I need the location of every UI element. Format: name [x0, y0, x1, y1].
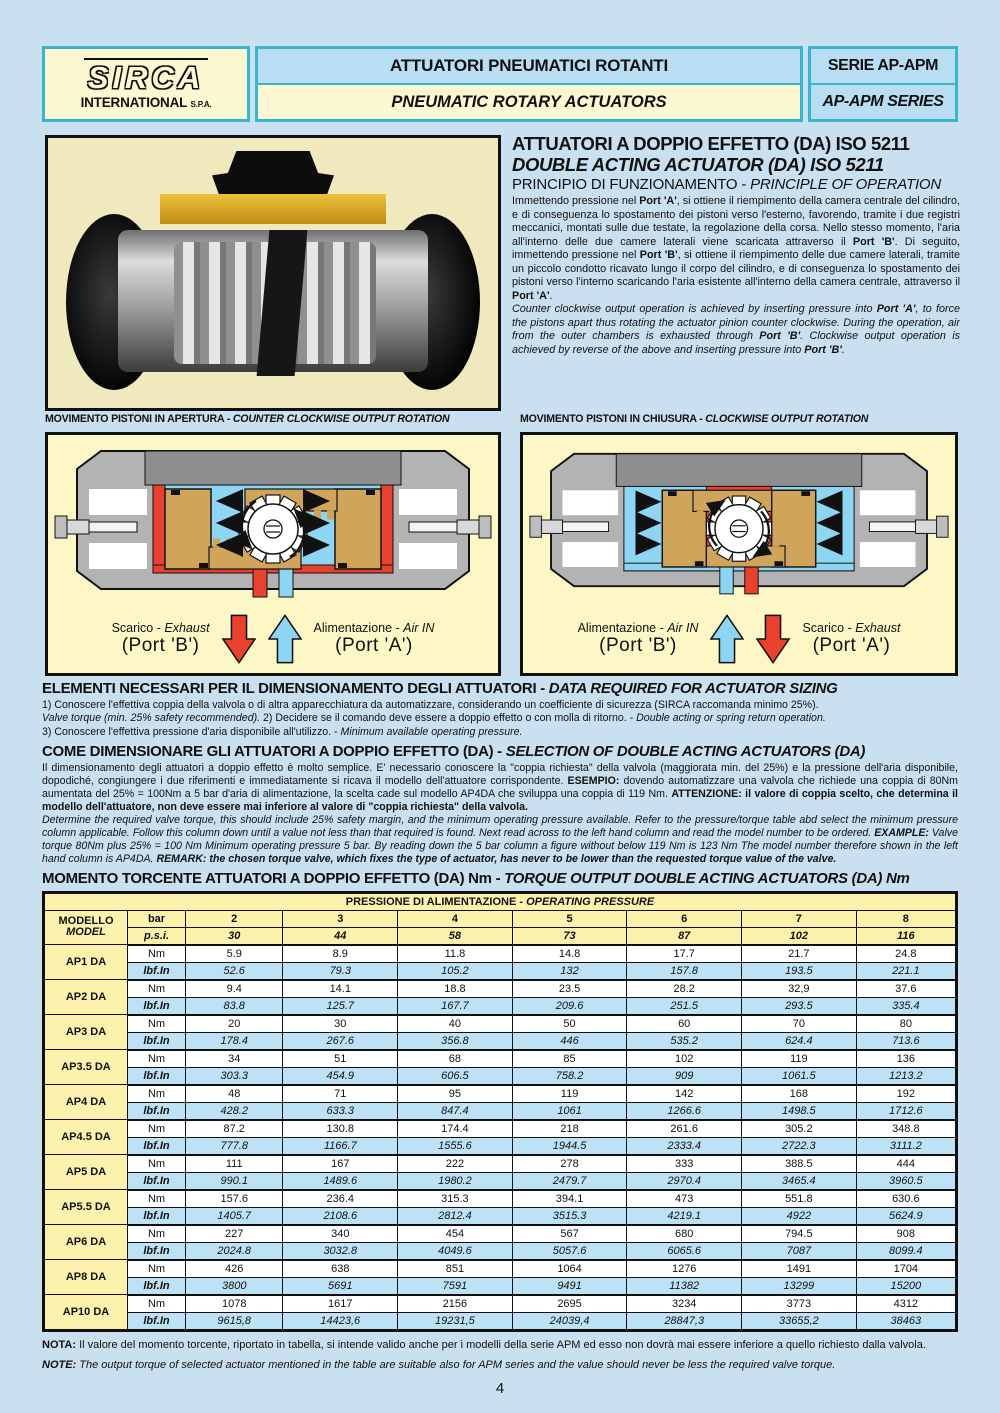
- lbf-value-cell: 83.8: [186, 997, 283, 1015]
- model-cell: AP4.5 DA: [44, 1120, 128, 1155]
- nm-unit-cell: Nm: [128, 1225, 186, 1243]
- lbf-value-cell: 33655,2: [742, 1312, 857, 1330]
- lbf-value-cell: 3465.4: [742, 1172, 857, 1190]
- exhaust-arrow-down-icon: [756, 613, 790, 665]
- lbf-value-cell: 428.2: [186, 1102, 283, 1120]
- lbf-value-cell: 13299: [742, 1277, 857, 1295]
- closing-cross-section-diagram: [520, 432, 958, 676]
- lbf-value-cell: 7087: [742, 1242, 857, 1260]
- model-nm-row: [44, 1050, 957, 1068]
- model-nm-row: [44, 1085, 957, 1103]
- nm-value-cell: 315.3: [398, 1190, 513, 1208]
- model-lbf-row: [44, 1172, 957, 1190]
- nm-value-cell: 794.5: [742, 1225, 857, 1243]
- model-cell: AP8 DA: [44, 1260, 128, 1295]
- lbf-value-cell: 1166.7: [283, 1137, 398, 1155]
- nm-value-cell: 30: [283, 1015, 398, 1033]
- lbf-value-cell: 4049.6: [398, 1242, 513, 1260]
- model-nm-row: [44, 980, 957, 998]
- nm-value-cell: 2156: [398, 1295, 513, 1313]
- model-lbf-row: [44, 1207, 957, 1225]
- lbf-unit-cell: lbf.In: [128, 1032, 186, 1050]
- psi-value-cell: 87: [627, 927, 742, 945]
- model-cell: AP5 DA: [44, 1155, 128, 1190]
- lbf-value-cell: 847.4: [398, 1102, 513, 1120]
- document-title-italian: ATTUATORI PNEUMATICI ROTANTI: [258, 49, 800, 83]
- nm-value-cell: 1704: [856, 1260, 956, 1278]
- lbf-value-cell: 28847,3: [627, 1312, 742, 1330]
- air-in-arrow-up-icon: [710, 613, 744, 665]
- lbf-unit-cell: lbf.In: [128, 1067, 186, 1085]
- lbf-value-cell: 606.5: [398, 1067, 513, 1085]
- lbf-value-cell: 209.6: [512, 997, 627, 1015]
- model-nm-row: [44, 1190, 957, 1208]
- lbf-value-cell: 5057.6: [512, 1242, 627, 1260]
- lbf-value-cell: 1555.6: [398, 1137, 513, 1155]
- model-lbf-row: [44, 1067, 957, 1085]
- left-diagram-caption: MOVIMENTO PISTONI IN APERTURA - COUNTER CLOCKWISE OUTPUT ROTATION: [45, 413, 450, 425]
- sirca-logo: [42, 46, 250, 122]
- psi-value-cell: 58: [398, 927, 513, 945]
- lbf-value-cell: 3515.3: [512, 1207, 627, 1225]
- lbf-value-cell: 5691: [283, 1277, 398, 1295]
- lbf-value-cell: 535.2: [627, 1032, 742, 1050]
- lbf-value-cell: 2333.4: [627, 1137, 742, 1155]
- elements-line-2: Valve torque (min. 25% safety recommended). 2) Decidere se il comando deve essere a doppio effetto o con molla di ritorno. - Double acting or spring return operation.: [42, 712, 826, 725]
- nm-value-cell: 388.5: [742, 1155, 857, 1173]
- left-diagram-port-labels: [48, 613, 498, 665]
- nm-value-cell: 5.9: [186, 945, 283, 963]
- model-lbf-row: [44, 997, 957, 1015]
- opening-cross-section-diagram: [45, 432, 501, 676]
- bar-value-cell: 2: [186, 910, 283, 927]
- bar-value-cell: 7: [742, 910, 857, 927]
- lbf-value-cell: 19231,5: [398, 1312, 513, 1330]
- nm-value-cell: 680: [627, 1225, 742, 1243]
- nm-value-cell: 50: [512, 1015, 627, 1033]
- nm-value-cell: 136: [856, 1050, 956, 1068]
- nm-value-cell: 8.9: [283, 945, 398, 963]
- air-in-port-label: Alimentazione - Air IN (Port 'A'): [313, 621, 435, 656]
- actuator-cross-section-opening: [53, 439, 493, 601]
- torque-table-heading: MOMENTO TORCENTE ATTUATORI A DOPPIO EFFETTO (DA) Nm - TORQUE OUTPUT DOUBLE ACTING ACTUATORS (DA) Nm: [42, 870, 910, 888]
- lbf-value-cell: 990.1: [186, 1172, 283, 1190]
- nm-value-cell: 278: [512, 1155, 627, 1173]
- nm-value-cell: 18.8: [398, 980, 513, 998]
- lbf-value-cell: 79.3: [283, 962, 398, 980]
- lbf-value-cell: 2970.4: [627, 1172, 742, 1190]
- nm-value-cell: 167: [283, 1155, 398, 1173]
- model-cell: AP1 DA: [44, 945, 128, 980]
- nm-value-cell: 227: [186, 1225, 283, 1243]
- lbf-value-cell: 1489.6: [283, 1172, 398, 1190]
- principle-paragraph-italian: Immettendo pressione nel Port 'A', si ottiene il riempimento della camera centrale del cilindro, e di conseguenza lo spostamento dei pistoni verso l'esterno, favorendo, tramite i due registri meccanici, montati sulle due testate, la regolazione della corsa. Nello stesso momento, l'aria all'interno delle due camere laterali viene scaricata attraverso il Port 'B'. Di seguito, immettendo pressione nel Port 'B', si ottiene il riempimento delle due camere laterali, tramite un piccolo condotto ricavato lungo il corpo del cilindro, e di conseguenza lo spostamento dei pistoni verso l'interno scaricando l'aria esistente all'interno della camera centrale, attraverso il Port 'A'.: [512, 195, 960, 302]
- air-in-arrow-up-icon: [268, 613, 302, 665]
- nm-value-cell: 24.8: [856, 945, 956, 963]
- section-title-english: DOUBLE ACTING ACTUATOR (DA) ISO 5211: [512, 153, 884, 175]
- model-lbf-row: [44, 1312, 957, 1330]
- lbf-unit-cell: lbf.In: [128, 1137, 186, 1155]
- model-cell: AP4 DA: [44, 1085, 128, 1120]
- bar-value-cell: 5: [512, 910, 627, 927]
- exhaust-arrow-down-icon: [222, 613, 256, 665]
- lbf-value-cell: 3032.8: [283, 1242, 398, 1260]
- lbf-unit-cell: lbf.In: [128, 1242, 186, 1260]
- lbf-unit-cell: lbf.In: [128, 1277, 186, 1295]
- nm-unit-cell: Nm: [128, 1190, 186, 1208]
- model-nm-row: [44, 1155, 957, 1173]
- nm-value-cell: 80: [856, 1015, 956, 1033]
- lbf-value-cell: 446: [512, 1032, 627, 1050]
- lbf-value-cell: 1266.6: [627, 1102, 742, 1120]
- lbf-value-cell: 24039,4: [512, 1312, 627, 1330]
- psi-row: [44, 927, 957, 945]
- lbf-unit-cell: lbf.In: [128, 1172, 186, 1190]
- lbf-value-cell: 1405.7: [186, 1207, 283, 1225]
- lbf-value-cell: 1061: [512, 1102, 627, 1120]
- nm-value-cell: 261.6: [627, 1120, 742, 1138]
- nm-value-cell: 119: [512, 1085, 627, 1103]
- nm-value-cell: 102: [627, 1050, 742, 1068]
- nm-value-cell: 37.6: [856, 980, 956, 998]
- page-number: 4: [495, 1379, 505, 1397]
- series-label-italian: SERIE AP-APM: [827, 57, 939, 74]
- photo-top-plate: [160, 194, 386, 224]
- nm-value-cell: 142: [627, 1085, 742, 1103]
- selection-paragraph-english: Determine the required valve torque, this should include 25% safety margin, and the minimum operating pressure available. Refer to the pressure/torque table abd select the minimum pressure column applicable. Follow this column down until a value not less than that required is found. Next read across to the left hand column and read the model number to be ordered. EXAMPLE: Valve torque 80Nm plus 25% = 100 Nm Minimum operating pressure 5 bar. By reading down the 5 bar column a figure without below 119 Nm is 123 Nm The model number therefore shown in the left hand column is AP4DA. REMARK: the chosen torque valve, which fixes the type of actuator, has never to be lower than the requested torque value of the valve.: [42, 814, 958, 866]
- nm-unit-cell: Nm: [128, 980, 186, 998]
- lbf-value-cell: 1213.2: [856, 1067, 956, 1085]
- logo-subtitle: INTERNATIONAL S.P.A.: [80, 95, 212, 110]
- lbf-value-cell: 1498.5: [742, 1102, 857, 1120]
- nm-value-cell: 1064: [512, 1260, 627, 1278]
- elements-line-1: 1) Conoscere l'effettiva coppia della valvola o di altra apparecchiatura da automatizzare, considerando un coefficiente di sicurezza (SIRCA raccomanda minimo 25%).: [42, 698, 819, 711]
- lbf-value-cell: 1712.6: [856, 1102, 956, 1120]
- lbf-value-cell: 167.7: [398, 997, 513, 1015]
- nm-value-cell: 426: [186, 1260, 283, 1278]
- psi-value-cell: 44: [283, 927, 398, 945]
- nm-value-cell: 1491: [742, 1260, 857, 1278]
- model-lbf-row: [44, 1102, 957, 1120]
- psi-label-cell: p.s.i.: [128, 927, 186, 945]
- nm-value-cell: 454: [398, 1225, 513, 1243]
- nm-value-cell: 11.8: [398, 945, 513, 963]
- lbf-unit-cell: lbf.In: [128, 1207, 186, 1225]
- nm-value-cell: 305.2: [742, 1120, 857, 1138]
- lbf-value-cell: 125.7: [283, 997, 398, 1015]
- lbf-value-cell: 2722.3: [742, 1137, 857, 1155]
- nm-value-cell: 340: [283, 1225, 398, 1243]
- footnote-english: NOTE: The output torque of selected actuator mentioned in the table are suitable also for APM series and the value should never be less the required valve torque.: [42, 1358, 836, 1371]
- nm-unit-cell: Nm: [128, 1120, 186, 1138]
- model-cell: AP3 DA: [44, 1015, 128, 1050]
- lbf-value-cell: 5624.9: [856, 1207, 956, 1225]
- nm-value-cell: 168: [742, 1085, 857, 1103]
- nm-value-cell: 40: [398, 1015, 513, 1033]
- footnote-italian: NOTA: Il valore del momento torcente, riportato in tabella, si intende valido anche per i modelli della serie APM ed esso non dovrà mai essere inferiore a quello richiesto dalla valvola.: [42, 1338, 926, 1351]
- nm-value-cell: 473: [627, 1190, 742, 1208]
- lbf-value-cell: 3960.5: [856, 1172, 956, 1190]
- nm-value-cell: 20: [186, 1015, 283, 1033]
- nm-value-cell: 174.4: [398, 1120, 513, 1138]
- nm-value-cell: 348.8: [856, 1120, 956, 1138]
- model-cell: AP10 DA: [44, 1295, 128, 1331]
- principle-paragraph-english: Counter clockwise output operation is achieved by inserting pressure into Port 'A', to force the pistons apart thus rotating the actuator pinion counter clockwise. During the operation, air from the outer chambers is exhausted through Port 'B'. Clockwise output operation is achieved by reverse of the above and inserting pressure into Port 'B'.: [512, 303, 960, 356]
- nm-unit-cell: Nm: [128, 1015, 186, 1033]
- nm-value-cell: 23.5: [512, 980, 627, 998]
- lbf-value-cell: 8099.4: [856, 1242, 956, 1260]
- nm-value-cell: 551.8: [742, 1190, 857, 1208]
- nm-unit-cell: Nm: [128, 1260, 186, 1278]
- model-lbf-row: [44, 1277, 957, 1295]
- nm-value-cell: 1276: [627, 1260, 742, 1278]
- nm-value-cell: 21.7: [742, 945, 857, 963]
- nm-value-cell: 14.1: [283, 980, 398, 998]
- nm-value-cell: 908: [856, 1225, 956, 1243]
- model-nm-row: [44, 1260, 957, 1278]
- nm-value-cell: 119: [742, 1050, 857, 1068]
- model-lbf-row: [44, 962, 957, 980]
- section-title-italian: ATTUATORI A DOPPIO EFFETTO (DA) ISO 5211: [512, 134, 910, 154]
- nm-value-cell: 87.2: [186, 1120, 283, 1138]
- lbf-value-cell: 14423,6: [283, 1312, 398, 1330]
- nm-value-cell: 71: [283, 1085, 398, 1103]
- nm-value-cell: 3773: [742, 1295, 857, 1313]
- nm-value-cell: 85: [512, 1050, 627, 1068]
- lbf-value-cell: 178.4: [186, 1032, 283, 1050]
- nm-value-cell: 32,9: [742, 980, 857, 998]
- nm-value-cell: 630.6: [856, 1190, 956, 1208]
- nm-value-cell: 68: [398, 1050, 513, 1068]
- model-cell: AP3.5 DA: [44, 1050, 128, 1085]
- lbf-value-cell: 335.4: [856, 997, 956, 1015]
- nm-value-cell: 60: [627, 1015, 742, 1033]
- document-title-box: [255, 46, 803, 122]
- lbf-unit-cell: lbf.In: [128, 1312, 186, 1330]
- nm-value-cell: 70: [742, 1015, 857, 1033]
- lbf-value-cell: 909: [627, 1067, 742, 1085]
- nm-value-cell: 2695: [512, 1295, 627, 1313]
- right-diagram-port-labels: [523, 613, 955, 665]
- intro-section: [512, 134, 960, 357]
- lbf-value-cell: 4922: [742, 1207, 857, 1225]
- lbf-value-cell: 2024.8: [186, 1242, 283, 1260]
- nm-value-cell: 95: [398, 1085, 513, 1103]
- lbf-value-cell: 777.8: [186, 1137, 283, 1155]
- lbf-value-cell: 2108.6: [283, 1207, 398, 1225]
- nm-value-cell: 51: [283, 1050, 398, 1068]
- nm-value-cell: 111: [186, 1155, 283, 1173]
- model-lbf-row: [44, 1137, 957, 1155]
- nm-unit-cell: Nm: [128, 1050, 186, 1068]
- nm-value-cell: 236.4: [283, 1190, 398, 1208]
- elements-heading: ELEMENTI NECESSARI PER IL DIMENSIONAMENTO DEGLI ATTUATORI - DATA REQUIRED FOR ACTUATOR SIZING: [42, 680, 838, 697]
- actuator-cross-section-closing: [528, 439, 950, 601]
- bar-value-cell: 4: [398, 910, 513, 927]
- model-nm-row: [44, 945, 957, 963]
- page-header: [42, 46, 958, 122]
- nm-value-cell: 192: [856, 1085, 956, 1103]
- lbf-value-cell: 193.5: [742, 962, 857, 980]
- series-box: [808, 46, 958, 122]
- lbf-value-cell: 267.6: [283, 1032, 398, 1050]
- lbf-value-cell: 11382: [627, 1277, 742, 1295]
- model-nm-row: [44, 1120, 957, 1138]
- selection-heading: COME DIMENSIONARE GLI ATTUATORI A DOPPIO EFFETTO (DA) - SELECTION OF DOUBLE ACTING ACTUATORS (DA): [42, 743, 866, 761]
- model-nm-row: [44, 1015, 957, 1033]
- lbf-value-cell: 38463: [856, 1312, 956, 1330]
- lbf-value-cell: 221.1: [856, 962, 956, 980]
- lbf-value-cell: 1944.5: [512, 1137, 627, 1155]
- lbf-value-cell: 303.3: [186, 1067, 283, 1085]
- nm-value-cell: 218: [512, 1120, 627, 1138]
- nm-value-cell: 14.8: [512, 945, 627, 963]
- nm-value-cell: 130.8: [283, 1120, 398, 1138]
- lbf-value-cell: 251.5: [627, 997, 742, 1015]
- nm-value-cell: 1078: [186, 1295, 283, 1313]
- lbf-value-cell: 7591: [398, 1277, 513, 1295]
- bar-label-cell: bar: [128, 910, 186, 927]
- lbf-value-cell: 4219.1: [627, 1207, 742, 1225]
- nm-value-cell: 157.6: [186, 1190, 283, 1208]
- lbf-value-cell: 2812.4: [398, 1207, 513, 1225]
- lbf-value-cell: 6065.6: [627, 1242, 742, 1260]
- lbf-unit-cell: lbf.In: [128, 962, 186, 980]
- lbf-value-cell: 633.3: [283, 1102, 398, 1120]
- lbf-value-cell: 3111.2: [856, 1137, 956, 1155]
- lbf-value-cell: 52.6: [186, 962, 283, 980]
- nm-value-cell: 9.4: [186, 980, 283, 998]
- bottom-sections: [42, 681, 958, 1397]
- bar-row: [44, 910, 957, 927]
- lbf-unit-cell: lbf.In: [128, 997, 186, 1015]
- lbf-value-cell: 356.8: [398, 1032, 513, 1050]
- psi-value-cell: 73: [512, 927, 627, 945]
- psi-value-cell: 30: [186, 927, 283, 945]
- model-cell: AP6 DA: [44, 1225, 128, 1260]
- nm-value-cell: 17.7: [627, 945, 742, 963]
- document-title-english: PNEUMATIC ROTARY ACTUATORS: [258, 83, 800, 119]
- lbf-value-cell: 9615,8: [186, 1312, 283, 1330]
- table-pressure-header: PRESSIONE DI ALIMENTAZIONE - OPERATING PRESSURE: [44, 892, 957, 910]
- lbf-value-cell: 293.5: [742, 997, 857, 1015]
- elements-line-3: 3) Conoscere l'effettiva pressione d'aria disponibile all'utilizzo. - Minimum available operating pressure.: [42, 726, 523, 739]
- sirca-logo-wordmark: SIRCA: [84, 58, 208, 93]
- lbf-value-cell: 758.2: [512, 1067, 627, 1085]
- series-label-english: AP-APM SERIES: [811, 83, 955, 119]
- model-column-header: MODELLO MODEL: [44, 910, 128, 945]
- exhaust-port-label: Scarico - Exhaust (Port 'B'): [111, 621, 210, 656]
- torque-output-table: [42, 891, 958, 1332]
- model-lbf-row: [44, 1032, 957, 1050]
- nm-value-cell: 4312: [856, 1295, 956, 1313]
- lbf-value-cell: 157.8: [627, 962, 742, 980]
- nm-unit-cell: Nm: [128, 1155, 186, 1173]
- lbf-value-cell: 1061.5: [742, 1067, 857, 1085]
- lbf-value-cell: 2479.7: [512, 1172, 627, 1190]
- model-cell: AP2 DA: [44, 980, 128, 1015]
- nm-value-cell: 48: [186, 1085, 283, 1103]
- nm-value-cell: 34: [186, 1050, 283, 1068]
- model-lbf-row: [44, 1242, 957, 1260]
- principle-subtitle: PRINCIPIO DI FUNZIONAMENTO - PRINCIPLE OF OPERATION: [512, 176, 942, 194]
- torque-table-body: [44, 945, 957, 1331]
- psi-value-cell: 116: [856, 927, 956, 945]
- lbf-value-cell: 454.9: [283, 1067, 398, 1085]
- lbf-value-cell: 9491: [512, 1277, 627, 1295]
- lbf-value-cell: 1980.2: [398, 1172, 513, 1190]
- selection-paragraph-italian: Il dimensionamento degli attuatori a doppio effetto è molto semplice. E' necessario conoscere la "coppia richiesta" della valvola (maggiorata min. del 25%) e la pressione dell'aria disponibile, dopodiché, congiungere i due riferimenti e immediatamente si ricava il modello dell'attuatore corrispondente. ESEMPIO: dovendo automatizzare una valvola che richiede una coppia di 80Nm aumentata del 25% = 100Nm a 5 bar d'aria di alimentazione, la scelta cade sul modello AP4DA che sviluppa una coppia di 119 Nm. ATTENZIONE: il valore di coppia scelto, che determina il modello dell'attuatore, non deve essere mai inferiore al valore di "coppia richiesta" della valvola.: [42, 761, 958, 813]
- nm-value-cell: 444: [856, 1155, 956, 1173]
- lbf-value-cell: 132: [512, 962, 627, 980]
- nm-value-cell: 567: [512, 1225, 627, 1243]
- bar-value-cell: 3: [283, 910, 398, 927]
- nm-value-cell: 222: [398, 1155, 513, 1173]
- model-nm-row: [44, 1295, 957, 1313]
- right-diagram-caption: MOVIMENTO PISTONI IN CHIUSURA - CLOCKWISE OUTPUT ROTATION: [520, 413, 869, 425]
- exhaust-port-label: Scarico - Exhaust (Port 'A'): [802, 621, 901, 656]
- model-nm-row: [44, 1225, 957, 1243]
- lbf-value-cell: 713.6: [856, 1032, 956, 1050]
- bar-value-cell: 6: [627, 910, 742, 927]
- nm-value-cell: 3234: [627, 1295, 742, 1313]
- lbf-value-cell: 624.4: [742, 1032, 857, 1050]
- air-in-port-label: Alimentazione - Air IN (Port 'B'): [577, 621, 699, 656]
- lbf-unit-cell: lbf.In: [128, 1102, 186, 1120]
- psi-value-cell: 102: [742, 927, 857, 945]
- nm-value-cell: 638: [283, 1260, 398, 1278]
- lbf-value-cell: 15200: [856, 1277, 956, 1295]
- logo-spa: S.P.A.: [190, 100, 212, 109]
- lbf-value-cell: 105.2: [398, 962, 513, 980]
- bar-value-cell: 8: [856, 910, 956, 927]
- nm-unit-cell: Nm: [128, 945, 186, 963]
- nm-value-cell: 1617: [283, 1295, 398, 1313]
- nm-unit-cell: Nm: [128, 1295, 186, 1313]
- nm-unit-cell: Nm: [128, 1085, 186, 1103]
- nm-value-cell: 333: [627, 1155, 742, 1173]
- lbf-value-cell: 3800: [186, 1277, 283, 1295]
- model-cell: AP5.5 DA: [44, 1190, 128, 1225]
- actuator-cutaway-photo: [45, 135, 501, 411]
- nm-value-cell: 394.1: [512, 1190, 627, 1208]
- nm-value-cell: 851: [398, 1260, 513, 1278]
- nm-value-cell: 28.2: [627, 980, 742, 998]
